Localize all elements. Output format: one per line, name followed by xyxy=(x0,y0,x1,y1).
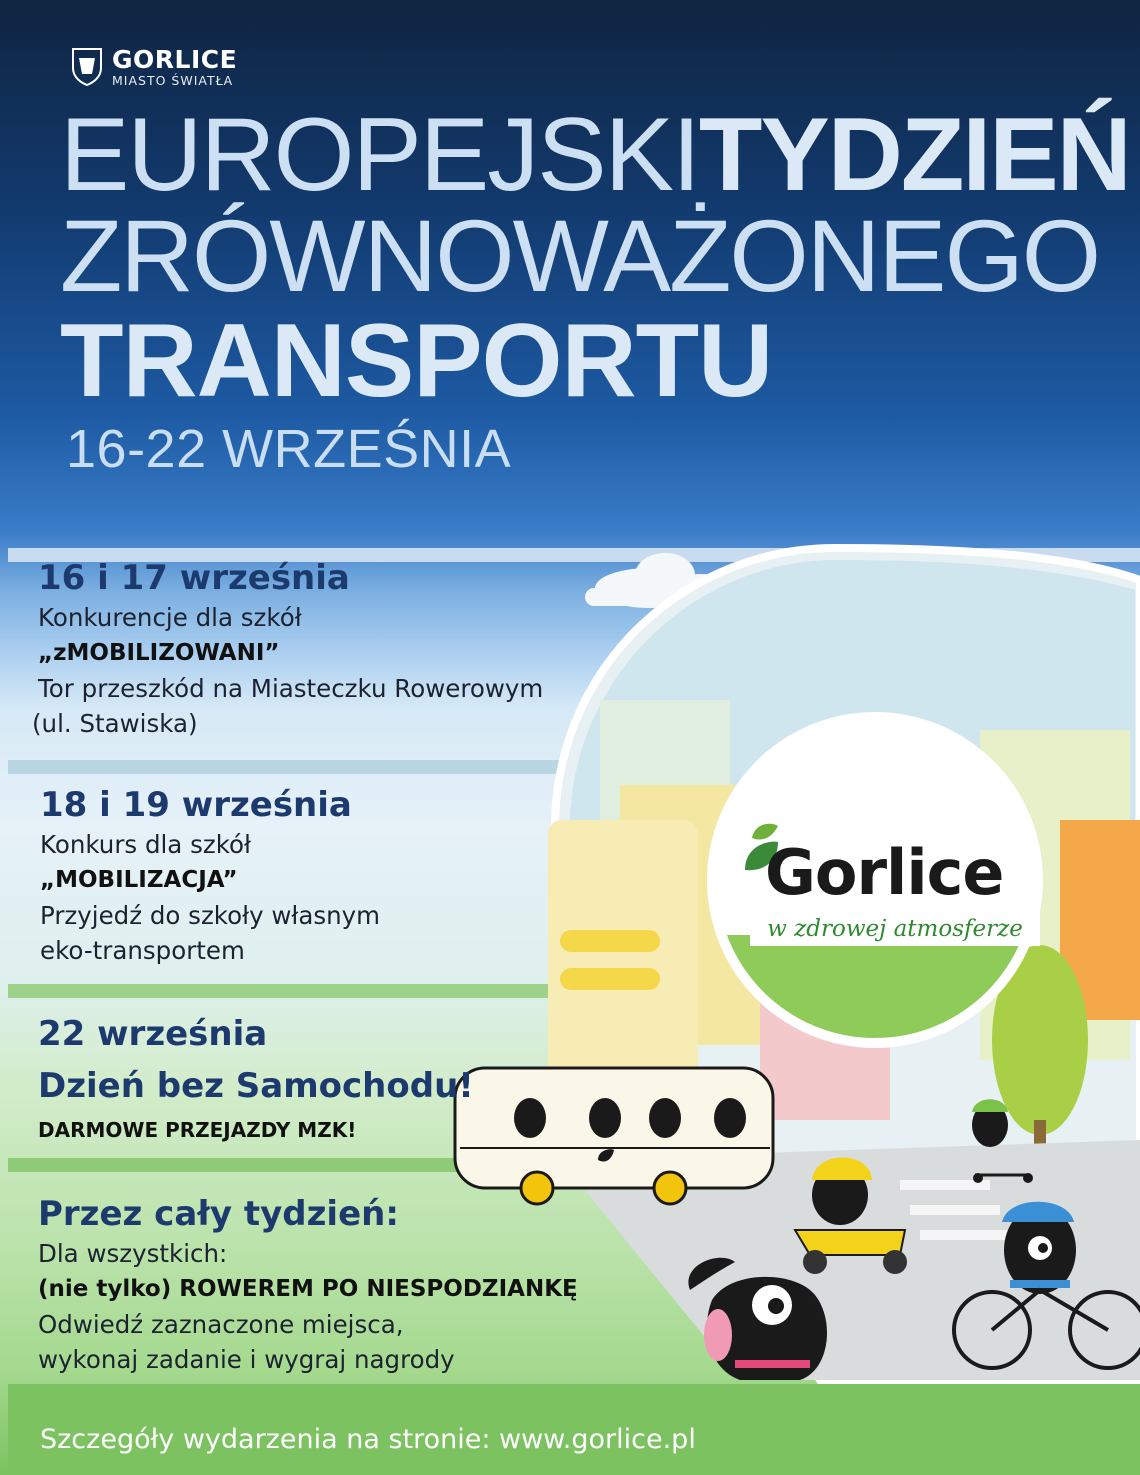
event-line: Konkurencje dla szkół xyxy=(38,603,302,632)
building-window xyxy=(560,930,660,952)
event-date: 22 września xyxy=(38,1014,268,1054)
event-section-4 xyxy=(38,1192,578,1377)
event-line: Przyjedź do szkoły własnym xyxy=(40,901,381,930)
event-section-1 xyxy=(32,556,544,741)
badge-name: Gorlice xyxy=(765,836,1004,909)
event-line: Dla wszystkich: xyxy=(38,1239,228,1268)
event-note: DARMOWE PRZEJAZDY MZK! xyxy=(38,1118,357,1142)
event-line: wykonaj zadanie i wygraj nagrody xyxy=(38,1345,455,1374)
building-window xyxy=(560,968,660,990)
coat-of-arms-icon xyxy=(70,46,104,86)
event-name: „zMOBILIZOWANI” xyxy=(38,640,280,666)
logo-tagline: MIASTO ŚWIATŁA xyxy=(112,73,234,88)
event-line: (ul. Stawiska) xyxy=(32,709,198,738)
event-date: 16 i 17 września xyxy=(38,558,350,598)
event-headline: Dzień bez Samochodu! xyxy=(38,1066,474,1106)
title-line-3: TRANSPORTU xyxy=(60,303,773,419)
footer-website: Szczegóły wydarzenia na stronie: www.gorlice.pl xyxy=(40,1424,696,1455)
title-line-1 xyxy=(60,97,1130,213)
event-section-3 xyxy=(38,1012,474,1148)
event-section-2 xyxy=(40,783,380,968)
event-line: Tor przeszkód na Miasteczku Rowerowym xyxy=(38,674,544,703)
bus-icon xyxy=(455,1068,773,1204)
logo-name: GORLICE xyxy=(112,45,238,74)
crosswalk xyxy=(910,1205,1000,1215)
event-line: Odwiedź zaznaczone miejsca, xyxy=(38,1310,404,1339)
event-date: 18 i 19 września xyxy=(40,785,352,825)
title-word-bold: TYDZIEŃ xyxy=(698,97,1130,213)
event-name: (nie tylko) ROWEREM PO NIESPODZIANKĘ xyxy=(38,1276,578,1302)
event-line: Konkurs dla szkół xyxy=(40,830,252,859)
badge-slogan: w zdrowej atmosferze xyxy=(750,912,1040,946)
event-name: „MOBILIZACJA” xyxy=(40,867,238,893)
event-line: eko-transportem xyxy=(40,936,245,965)
crosswalk xyxy=(920,1230,1010,1240)
city-logo xyxy=(70,46,237,89)
title-line-2: ZRÓWNOWAŻONEGO xyxy=(60,199,1100,313)
event-date: Przez cały tydzień: xyxy=(38,1194,399,1234)
title-word-light: EUROPEJSKI xyxy=(60,97,699,213)
event-dates: 16-22 WRZEŚNIA xyxy=(66,419,512,479)
